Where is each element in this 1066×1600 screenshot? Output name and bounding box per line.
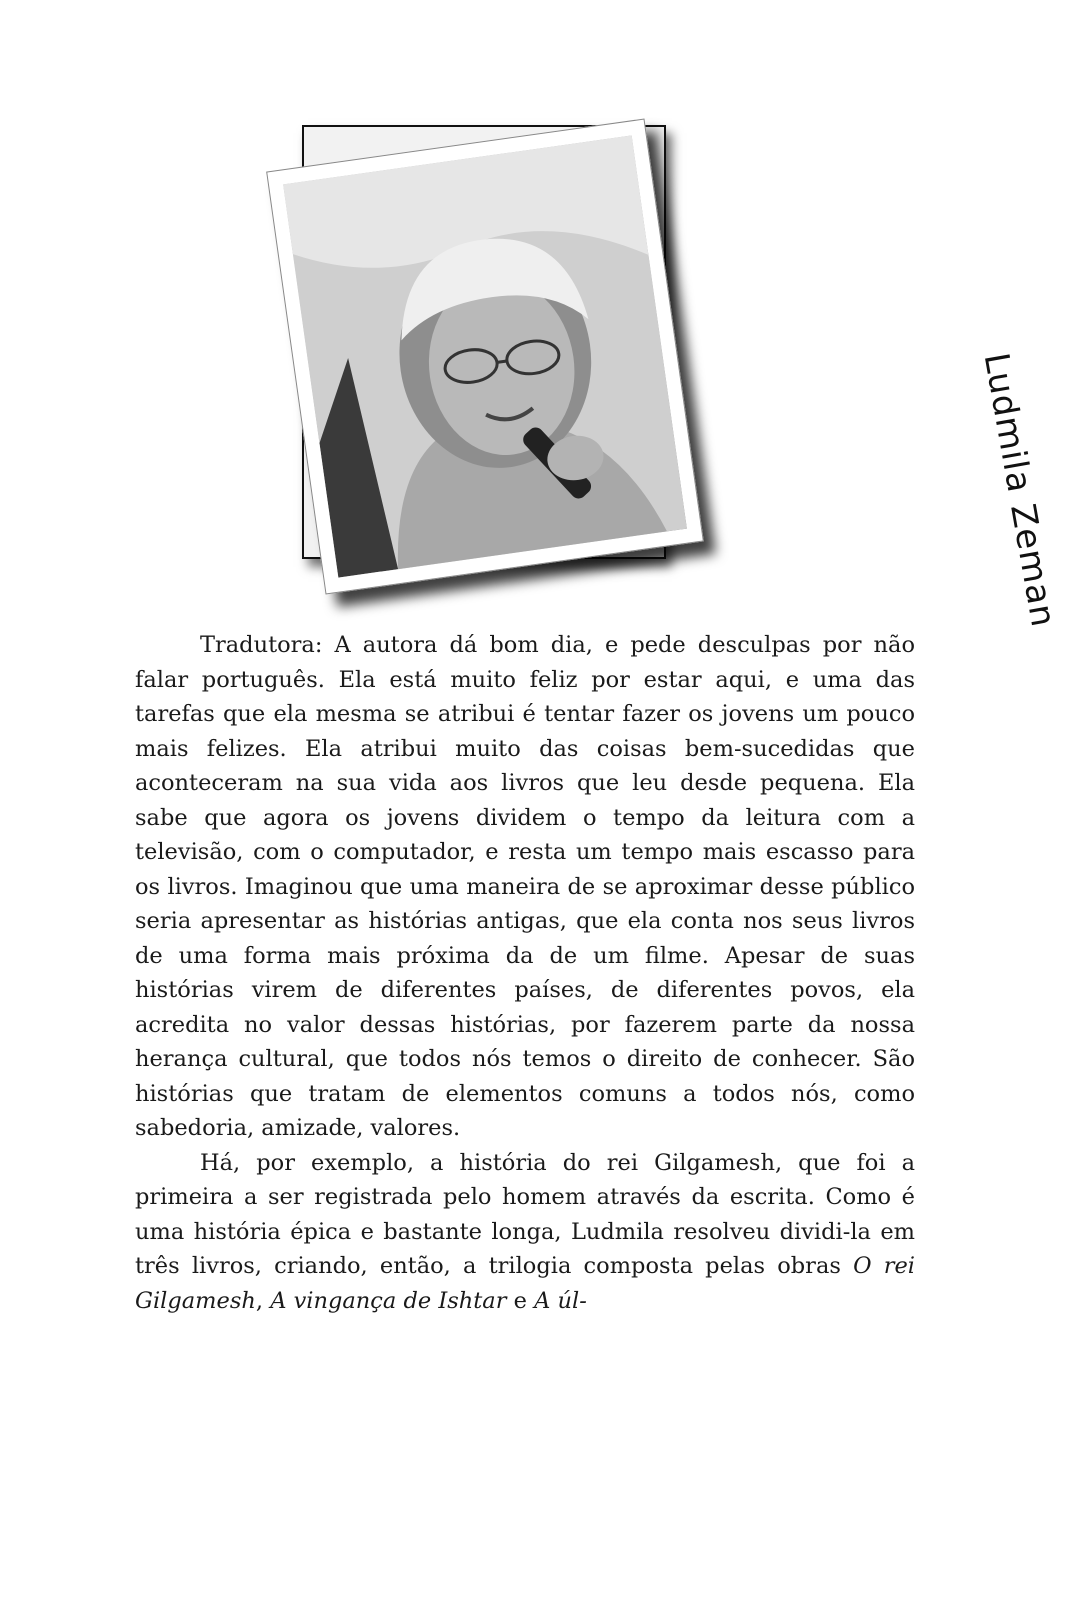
photo-caption: Ludmila Zeman [975,350,1064,631]
photo-frame [270,95,1064,631]
author-photo [283,135,687,577]
separator: e [506,1287,535,1314]
author-photo-image [283,135,687,577]
book-title-o-rei-gilgamesh: O rei Gilgamesh [135,1253,915,1314]
paragraph-1: Tradutora: A autora dá bom dia, e pede desculpas por não falar português. Ela está muito feliz por estar aqui, e uma das tarefas que ela mesma se atribui é tentar fazer os jovens um pouco mais felizes. Ela atribui muito das coisas bem-sucedidas que aconteceram na sua vida aos livros que leu desde pequena. Ela sabe que agora os jovens dividem o tempo da leitura com a televisão, com o computador, e resta um tempo mais escasso para os livros. Imaginou que uma maneira de se aproximar desse público seria apresentar as histórias antigas, que ela conta nos seus livros de uma forma mais próxima da de um filme. Apesar de suas histórias virem de diferentes países, de diferentes povos, ela acredita no valor dessas histórias, por fazerem parte da nossa herança cultural, que todos nós temos o direito de conhecer. São histórias que tratam de elementos comuns a todos nós, como sabedoria, amizade, valores. [135,632,915,1141]
photo-card [266,118,704,594]
separator: , [255,1287,271,1314]
body-text [135,628,915,1318]
paragraph-2 [135,1146,915,1319]
paragraph-2-text: Há, por exemplo, a história do rei Gilgamesh, que foi a primeira a ser registrada pelo homem através da escrita. Como é uma história épica e bastante longa, Ludmila resolveu dividi-la em três livros, criando, então, a trilogia composta pelas obras [135,1149,915,1279]
book-title-a-vinganca-de-ishtar: A vingança de Ishtar [270,1287,507,1314]
book-title-a-ultima: A úl- [534,1287,587,1314]
